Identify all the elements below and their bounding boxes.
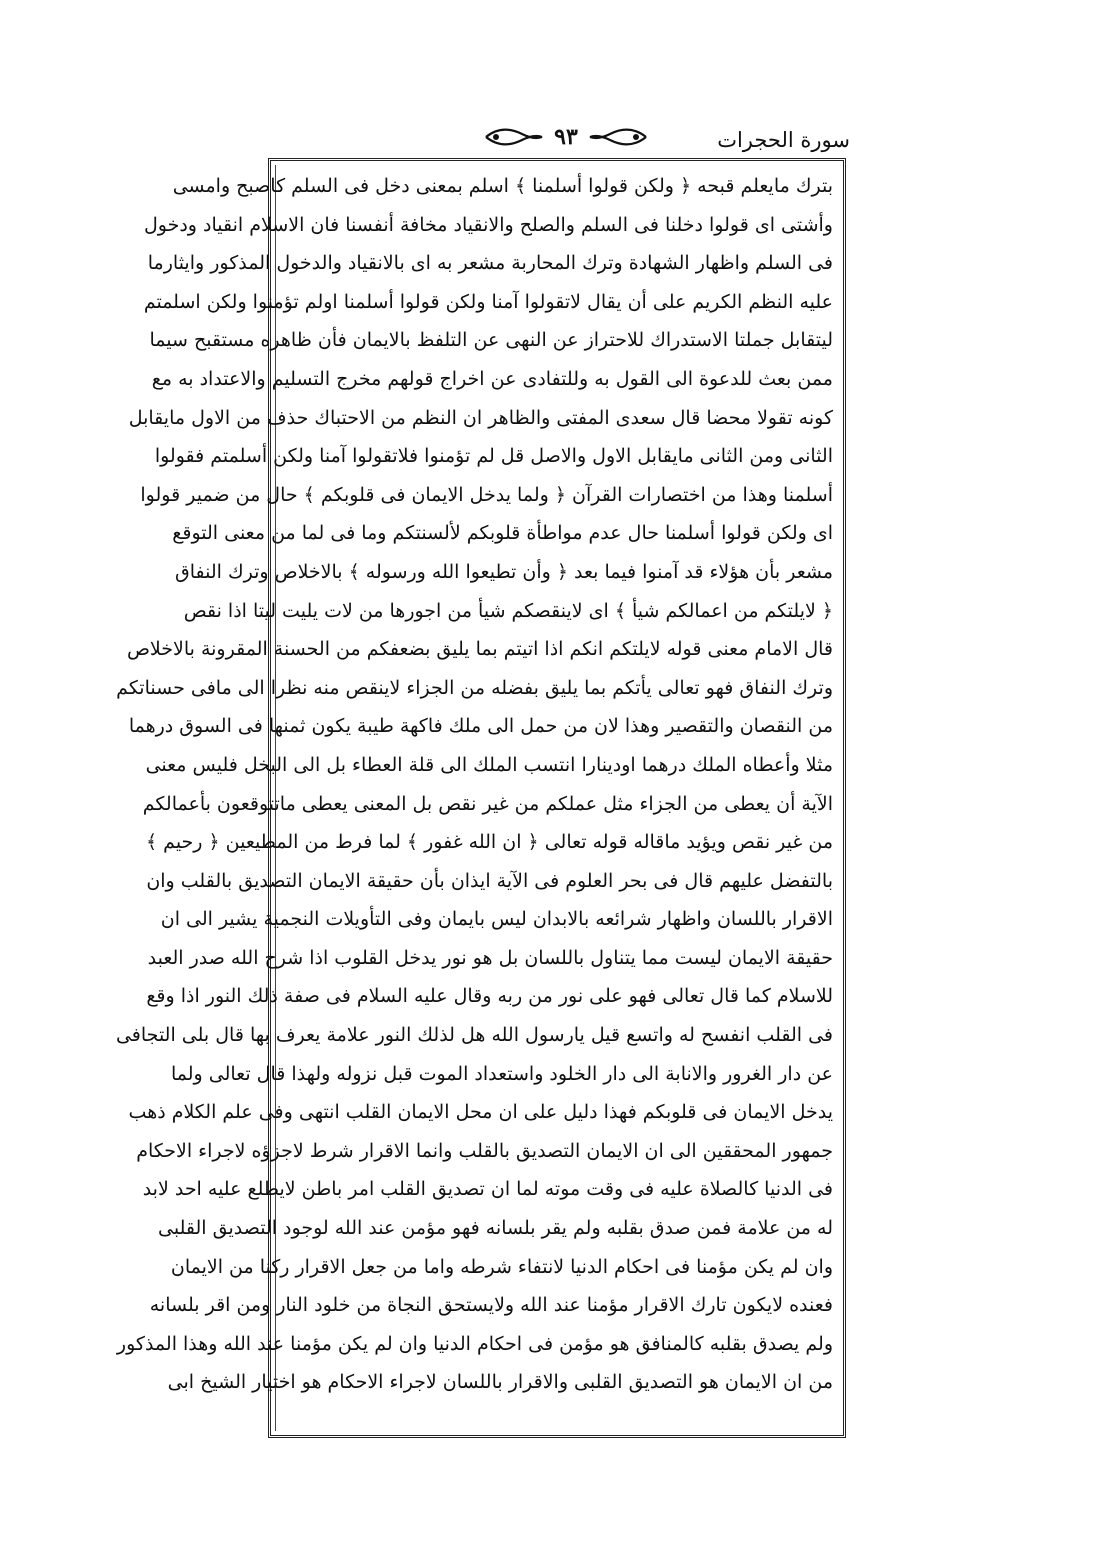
text-frame <box>115 158 846 1438</box>
text-line: الثانى ومن الثانى مايقابل الاول والاصل قل لم تؤمنوا فلاتقولوا آمنا ولكن أسلمتم فقولوا <box>154 445 833 468</box>
text-line: حقيقة الايمان ليست مما يتناول باللسان بل هو نور يدخل القلوب اذا شرح الله صدر العبد <box>147 946 833 969</box>
text-line: يدخل الايمان فى قلوبكم فهذا دليل على ان محل الايمان القلب انتهى وفى علم الكلام ذهب <box>128 1101 833 1124</box>
text-line: فى الدنيا كالصلاة عليه فى وقت موته لما ان تصديق القلب امر باطن لايطلع عليه احد لابد <box>142 1178 833 1201</box>
text-line: عليه النظم الكريم على أن يقال لاتقولوا آمنا ولكن قولوا أسلمنا اولم تؤمنوا ولكن اسلمتم <box>143 290 833 313</box>
text-line: قال الامام معنى قوله لايلتكم انكم اذا اتيتم بما يليق بضعفكم من الحسنة المقرونة بالاخلاص <box>126 638 833 661</box>
text-line: جمهور المحققين الى ان الايمان التصديق بالقلب وانما الاقرار شرط لاجزؤه لاجراء الاحكام <box>136 1139 833 1162</box>
text-line: ليتقابل جملتا الاستدراك للاحتراز عن النهى عن التلفظ بالايمان فأن ظاهره مستقبح سيما <box>149 329 833 352</box>
page-number-ornament <box>482 122 650 152</box>
text-line: ﴿ لايلتكم من اعمالكم شيأ ﴾ اى لاينقصكم شيأ من اجورها من لات يليت ليتا اذا نقص <box>183 599 833 622</box>
text-line: اى ولكن قولوا أسلمنا حال عدم مواطأة قلوبكم لألسنتكم وما فى لما من معنى التوقع <box>172 522 833 545</box>
text-line: الاقرار باللسان واظهار شرائعه بالابدان ليس بايمان وفى التأويلات النجمية يشير الى ان <box>160 908 833 931</box>
surah-name: سورة الحجرات <box>717 128 850 152</box>
text-line: مثلا وأعطاه الملك درهما اودينارا انتسب الملك الى قلة العطاء بل الى البخل فليس معنى <box>145 753 833 776</box>
text-line: عن دار الغرور والانابة الى دار الخلود واستعداد الموت قبل نزوله ولهذا قال تعالى ولما <box>170 1062 833 1085</box>
text-line: مشعر بأن هؤلاء قد آمنوا فيما بعد ﴿ وأن تطيعوا الله ورسوله ﴾ بالاخلاص وترك النفاق <box>174 560 833 583</box>
text-line: وان لم يكن مؤمنا فى احكام الدنيا لانتفاء شرطه واما من جعل الاقرار ركنا من الايمان <box>170 1255 833 1278</box>
text-body <box>115 167 833 1429</box>
text-line: كونه تقولا محضا قال سعدى المفتى والظاهر ان النظم من الاحتباك حذف من الاول مايقابل <box>128 406 833 429</box>
text-line: ولم يصدق بقلبه كالمنافق هو مؤمن فى احكام الدنيا وان لم يكن مؤمنا عند الله وهذا المذكور <box>116 1332 833 1355</box>
text-line: من النقصان والتقصير وهذا لان من حمل الى ملك فاكهة طيبة يكون ثمنها فى السوق درهما <box>128 715 833 738</box>
text-line: فى القلب انفسح له واتسع قيل يارسول الله هل لذلك النور علامة يعرف بها قال بلى التجافى <box>115 1024 833 1047</box>
page-number: ٩٣ <box>548 125 584 149</box>
text-line: من ان الايمان هو التصديق القلبى والاقرار باللسان لاجراء الاحكام هو اختيار الشيخ ابى <box>167 1371 833 1394</box>
text-line: ممن بعث للدعوة الى القول به وللتفادى عن اخراج قولهم مخرج التسليم والاعتداد به مع <box>151 367 833 390</box>
text-line: فى السلم واظهار الشهادة وترك المحاربة مشعر به اى بالانقياد والدخول المذكور وايثارما <box>147 252 833 275</box>
text-line: له من علامة فمن صدق بقلبه ولم يقر بلسانه فهو مؤمن عند الله لوجود التصديق القلبى <box>158 1217 833 1240</box>
text-line: فعنده لايكون تارك الاقرار مؤمنا عند الله ولايستحق النجاة من خلود النار ومن اقر بلسانه <box>149 1294 833 1317</box>
text-line: وترك النفاق فهو تعالى يأتكم بما يليق بفضله من الجزاء لاينقص منه نظرا الى مافى حسناتكم <box>116 676 833 699</box>
text-line: وأشتى اى قولوا دخلنا فى السلم والصلح والانقياد مخافة أنفسنا فان الاسلام انقياد ودخول <box>143 213 833 236</box>
page-header <box>262 118 850 160</box>
text-line: أسلمنا وهذا من اختصارات القرآن ﴿ ولما يدخل الايمان فى قلوبكم ﴾ حال من ضمير قولوا <box>140 483 833 506</box>
text-line: للاسلام كما قال تعالى فهو على نور من ربه وقال عليه السلام فى صفة ذلك النور اذا وقع <box>146 985 833 1008</box>
text-line: من غير نقص ويؤيد ماقاله قوله تعالى ﴿ ان الله غفور ﴾ لما فرط من المطيعين ﴿ رحيم ﴾ <box>146 831 833 854</box>
text-line: بترك مايعلم قبحه ﴿ ولكن قولوا أسلمنا ﴾ اسلم بمعنى دخل فى السلم كاصبح وامسى <box>172 175 833 197</box>
text-line: الآية أن يعطى من الجزاء مثل عملكم من غير نقص بل المعنى يعطى ماتتوقعون بأعمالكم <box>142 792 833 815</box>
text-line: بالتفضل عليهم قال فى بحر العلوم فى الآية ايذان بأن حقيقة الايمان التصديق بالقلب وان <box>146 869 833 892</box>
